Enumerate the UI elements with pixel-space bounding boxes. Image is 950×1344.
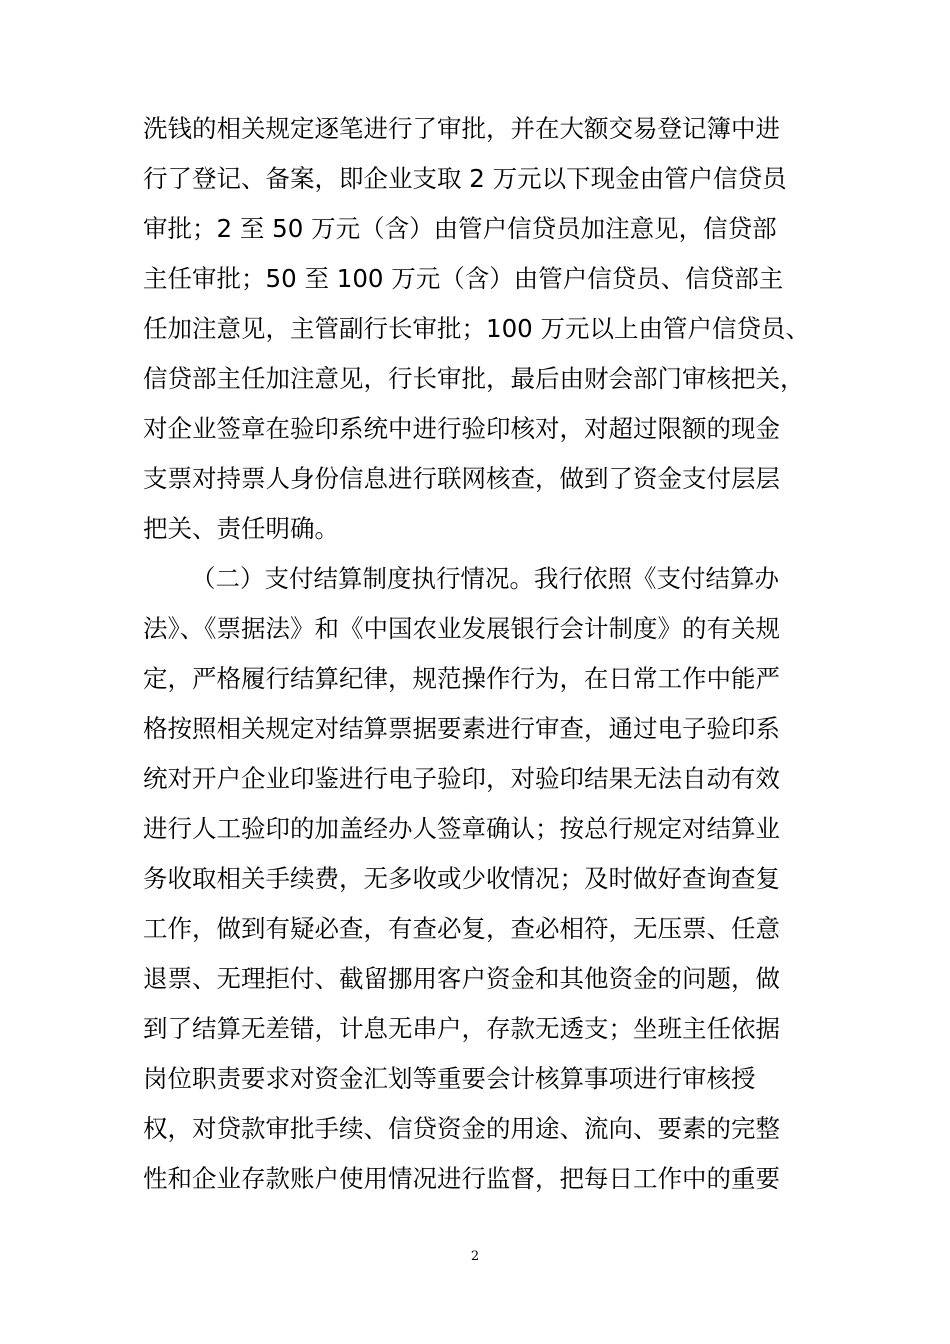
- body-text-line: 支票对持票人身份信息进行联网核查，做到了资金支付层层: [143, 464, 780, 493]
- body-text-line: 统对开户企业印鉴进行电子验印，对验印结果无法自动有效: [143, 764, 780, 793]
- body-text-line: 审批；2 至 50 万元（含）由管户信贷员加注意见，信贷部: [143, 214, 777, 243]
- body-text-line: 信贷部主任加注意见，行长审批，最后由财会部门审核把关，: [143, 364, 805, 393]
- body-text-line: 行了登记、备案，即企业支取 2 万元以下现金由管户信贷员: [143, 164, 787, 193]
- body-text-line: 到了结算无差错，计息无串户，存款无透支；坐班主任依据: [143, 1014, 780, 1043]
- body-text-line: 法》、《票据法》和《中国农业发展银行会计制度》的有关规: [143, 614, 780, 643]
- body-text-line: 权，对贷款审批手续、信贷资金的用途、流向、要素的完整: [143, 1114, 780, 1143]
- section-heading-line: （二）支付结算制度执行情况。我行依照《支付结算办: [191, 564, 779, 593]
- body-text-line: 主任审批；50 至 100 万元（含）由管户信贷员、信贷部主: [143, 264, 784, 293]
- body-text-line: 工作，做到有疑必查，有查必复，查必相符，无压票、任意: [143, 914, 780, 943]
- body-text-line: 任加注意见，主管副行长审批；100 万元以上由管户信贷员、: [143, 314, 811, 343]
- body-text-line: 进行人工验印的加盖经办人签章确认；按总行规定对结算业: [143, 814, 780, 843]
- body-text-line: 退票、无理拒付、截留挪用客户资金和其他资金的问题，做: [143, 964, 780, 993]
- body-text-line: 对企业签章在验印系统中进行验印核对，对超过限额的现金: [143, 414, 780, 443]
- body-text-line: 务收取相关手续费，无多收或少收情况；及时做好查询查复: [143, 864, 780, 893]
- body-text-line: 把关、责任明确。: [143, 514, 339, 543]
- body-text-line: 性和企业存款账户使用情况进行监督，把每日工作中的重要: [143, 1164, 780, 1193]
- body-text-line: 岗位职责要求对资金汇划等重要会计核算事项进行审核授: [143, 1064, 756, 1093]
- body-text-line: 定，严格履行结算纪律，规范操作行为，在日常工作中能严: [143, 664, 780, 693]
- body-text-line: 洗钱的相关规定逐笔进行了审批，并在大额交易登记簿中进: [143, 114, 780, 143]
- body-text-line: 格按照相关规定对结算票据要素进行审查，通过电子验印系: [143, 714, 780, 743]
- page-number: 2: [470, 1249, 480, 1264]
